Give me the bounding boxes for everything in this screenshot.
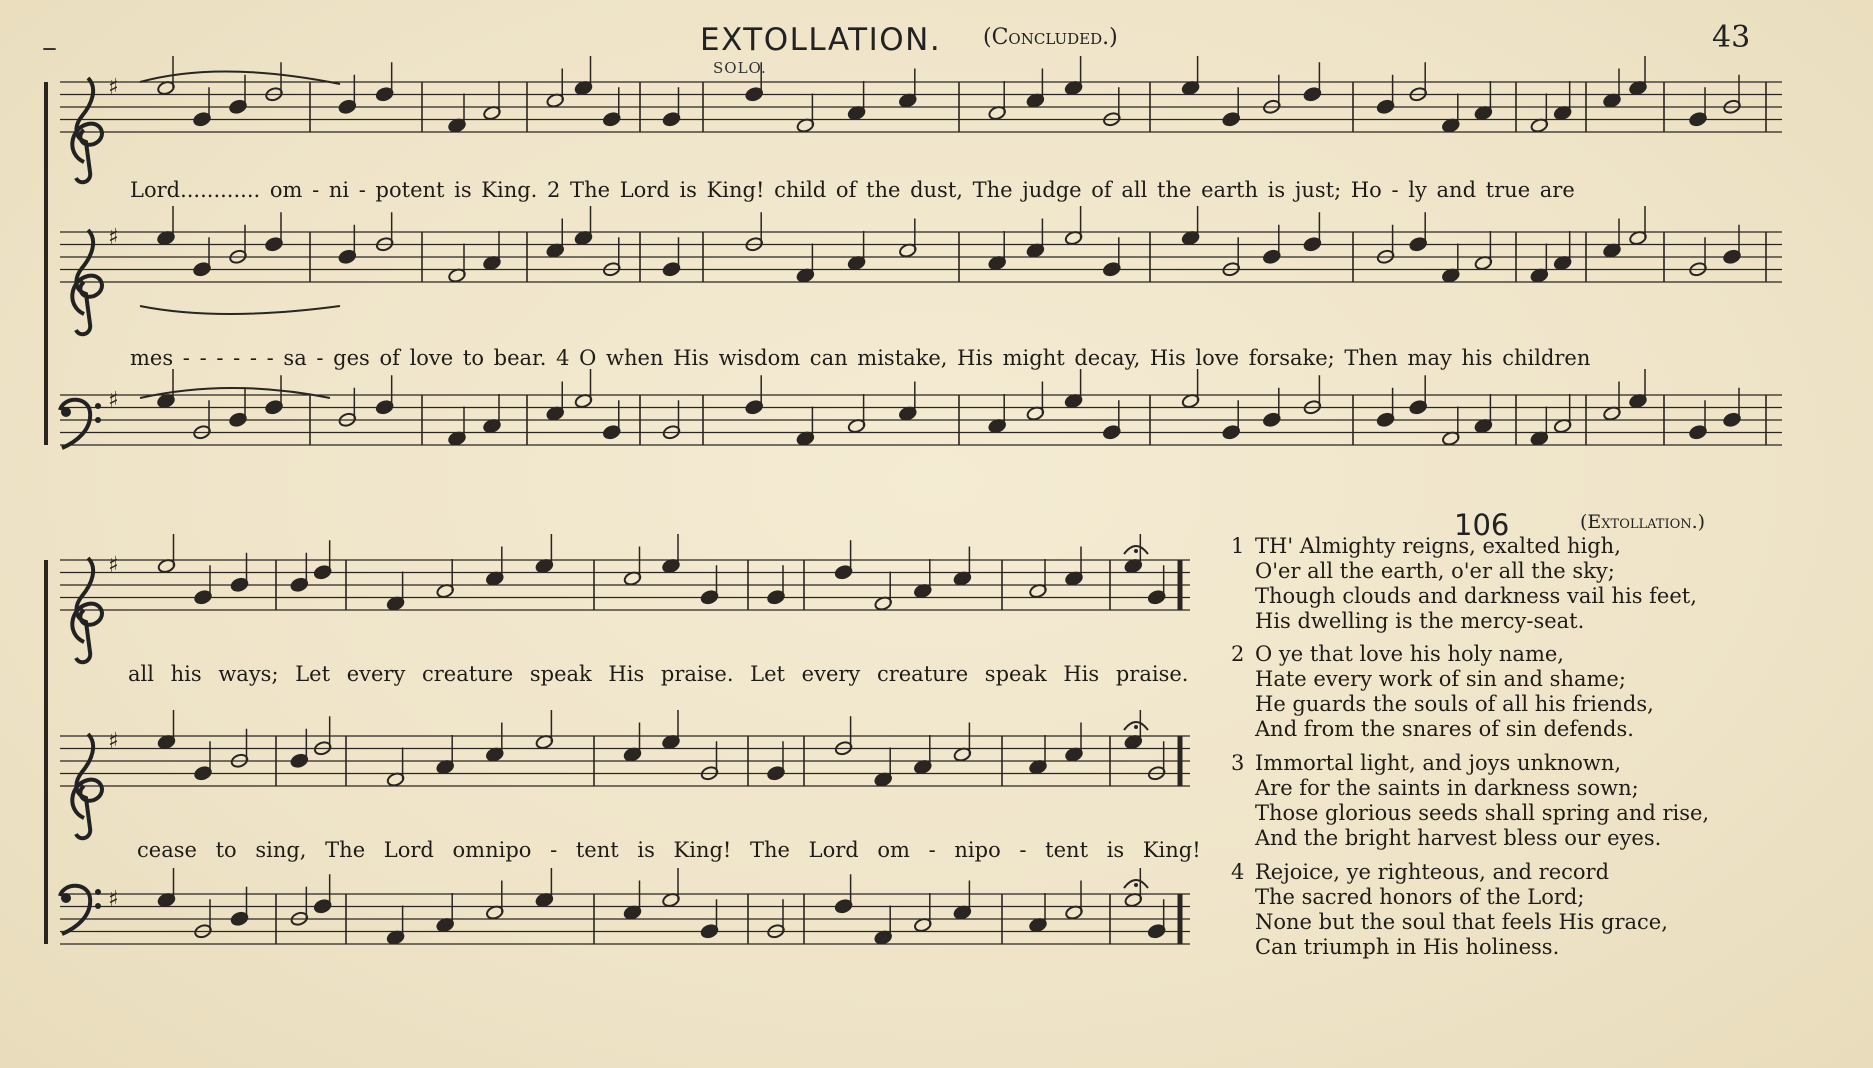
key-signature-sharp-icon: ♯ bbox=[108, 75, 119, 100]
verse-line: Are for the saints in darkness sown; bbox=[1255, 776, 1639, 800]
verse-line: His dwelling is the mercy-seat. bbox=[1255, 609, 1585, 633]
verse-line: And from the snares of sin defends. bbox=[1255, 717, 1634, 741]
bass-clef-icon bbox=[60, 886, 101, 934]
verse-line: The sacred honors of the Lord; bbox=[1255, 885, 1585, 909]
treble-clef-icon bbox=[72, 78, 102, 182]
fermata-dot bbox=[1134, 549, 1138, 553]
fermata-dot bbox=[1134, 883, 1138, 887]
title-note: (Concluded.) bbox=[983, 25, 1118, 50]
key-signature-sharp-icon: ♯ bbox=[108, 553, 119, 578]
hymn-verse bbox=[1231, 642, 1654, 742]
verse-line: Those glorious seeds shall spring and rise, bbox=[1255, 801, 1710, 825]
verse-line: Hate every work of sin and shame; bbox=[1255, 667, 1626, 691]
key-signature-sharp-icon: ♯ bbox=[108, 729, 119, 754]
key-signature-sharp-icon: ♯ bbox=[108, 887, 119, 912]
verse-number: 4 bbox=[1231, 860, 1245, 884]
lyric-line-system1-b: mes - - - - - - sa - ges of love to bear. 4 O when His wisdom can mistake, His might decay, His love forsake; Then may his children bbox=[130, 346, 1591, 370]
verse-line: He guards the souls of all his friends, bbox=[1255, 692, 1654, 716]
verse-line: Though clouds and darkness vail his feet, bbox=[1255, 584, 1697, 608]
fermata-dot bbox=[1134, 725, 1138, 729]
verse-line: Rejoice, ye righteous, and record bbox=[1255, 860, 1610, 884]
lyric-line-system1-a: Lord............ om - ni - potent is King. 2 The Lord is King! child of the dust, The judge of all the earth is just; Ho - ly and true are bbox=[130, 178, 1575, 202]
page-number: 43 bbox=[1712, 20, 1751, 55]
key-signature-sharp-icon: ♯ bbox=[108, 388, 119, 413]
hymn-verse bbox=[1231, 751, 1709, 851]
verse-number: 2 bbox=[1231, 642, 1245, 666]
verse-line: Can triumph in His holiness. bbox=[1255, 935, 1560, 959]
verse-line: And the bright harvest bless our eyes. bbox=[1255, 826, 1662, 850]
lyric-line-system2-a: all his ways; Let every creature speak His praise. Let every creature speak His praise. bbox=[128, 662, 1189, 686]
solo-label: SOLO. bbox=[713, 59, 767, 77]
hymn-number: 106 bbox=[1454, 508, 1510, 542]
page-dash: – bbox=[42, 30, 57, 65]
hymn-verse bbox=[1231, 534, 1697, 634]
clefs bbox=[60, 78, 102, 934]
hymn-verse bbox=[1231, 860, 1668, 960]
key-signature-sharp-icon: ♯ bbox=[108, 225, 119, 250]
verse-line: None but the soul that feels His grace, bbox=[1255, 910, 1668, 934]
verse-line: TH' Almighty reigns, exalted high, bbox=[1255, 534, 1621, 558]
verse-line: O ye that love his holy name, bbox=[1255, 642, 1564, 666]
verse-number: 1 bbox=[1231, 534, 1245, 558]
verse-number: 3 bbox=[1231, 751, 1245, 775]
verse-line: O'er all the earth, o'er all the sky; bbox=[1255, 559, 1615, 583]
lyric-line-system2-b: cease to sing, The Lord omnipo - tent is King! The Lord om - nipo - tent is King! bbox=[137, 838, 1201, 862]
page-title: EXTOLLATION. bbox=[700, 22, 942, 58]
hymn-tune-name: (Extollation.) bbox=[1580, 511, 1706, 533]
slur bbox=[140, 306, 340, 314]
verse-line: Immortal light, and joys unknown, bbox=[1255, 751, 1622, 775]
